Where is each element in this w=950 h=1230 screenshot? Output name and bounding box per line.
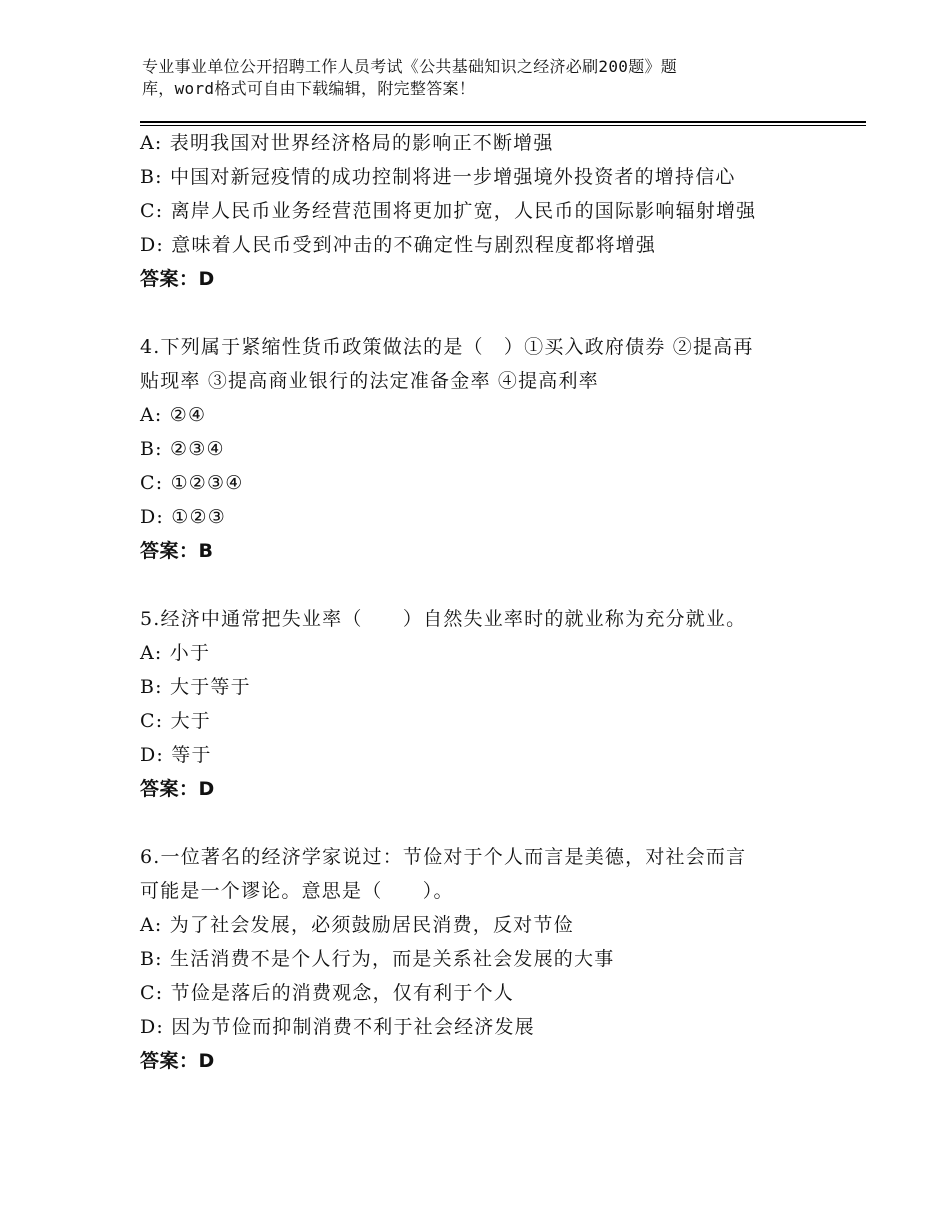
option-a: A: 小于 [140, 642, 211, 664]
question-stem-cont: 贴现率 ③提高商业银行的法定准备金率 ④提高利率 [140, 370, 599, 392]
option-a: A: 为了社会发展，必须鼓励居民消费，反对节俭 [140, 914, 574, 936]
option-d: D: 意味着人民币受到冲击的不确定性与剧烈程度都将增强 [140, 234, 657, 256]
option-c: C: ①②③④ [140, 472, 244, 494]
option-b: B: 大于等于 [140, 676, 251, 698]
document-header [142, 56, 782, 100]
spacer [140, 806, 820, 840]
option-c: C: 大于 [140, 710, 211, 732]
header-line-1: 专业事业单位公开招聘工作人员考试《公共基础知识之经济必刷200题》题 [142, 57, 678, 76]
answer: 答案：D [140, 1050, 215, 1072]
option-a: A: 表明我国对世界经济格局的影响正不断增强 [140, 132, 554, 154]
spacer [140, 296, 820, 330]
question-stem: 4.下列属于紧缩性货币政策做法的是（ ）①买入政府债券 ②提高再 [140, 336, 754, 358]
option-d: D: 等于 [140, 744, 212, 766]
option-c: C: 离岸人民币业务经营范围将更加扩宽，人民币的国际影响辐射增强 [140, 200, 757, 222]
question-5 [140, 602, 820, 806]
question-3 [140, 126, 820, 296]
question-6 [140, 840, 820, 1078]
option-b: B: 生活消费不是个人行为，而是关系社会发展的大事 [140, 948, 615, 970]
header-divider-thick [140, 121, 866, 123]
question-4 [140, 330, 820, 568]
question-stem: 6.一位著名的经济学家说过：节俭对于个人而言是美德，对社会而言 [140, 846, 747, 868]
question-content [140, 126, 820, 1078]
option-a: A: ②④ [140, 404, 207, 426]
answer: 答案：B [140, 540, 214, 562]
question-stem: 5.经济中通常把失业率（ ）自然失业率时的就业称为充分就业。 [140, 608, 747, 630]
option-d: D: ①②③ [140, 506, 226, 528]
spacer [140, 568, 820, 602]
option-b: B: ②③④ [140, 438, 225, 460]
option-c: C: 节俭是落后的消费观念，仅有利于个人 [140, 982, 514, 1004]
header-line-2: 库，word格式可自由下载编辑，附完整答案！ [142, 79, 476, 98]
answer: 答案：D [140, 778, 215, 800]
question-stem-cont: 可能是一个谬论。意思是（ ）。 [140, 880, 454, 902]
option-d: D: 因为节俭而抑制消费不利于社会经济发展 [140, 1016, 535, 1038]
answer: 答案：D [140, 268, 215, 290]
option-b: B: 中国对新冠疫情的成功控制将进一步增强境外投资者的增持信心 [140, 166, 736, 188]
